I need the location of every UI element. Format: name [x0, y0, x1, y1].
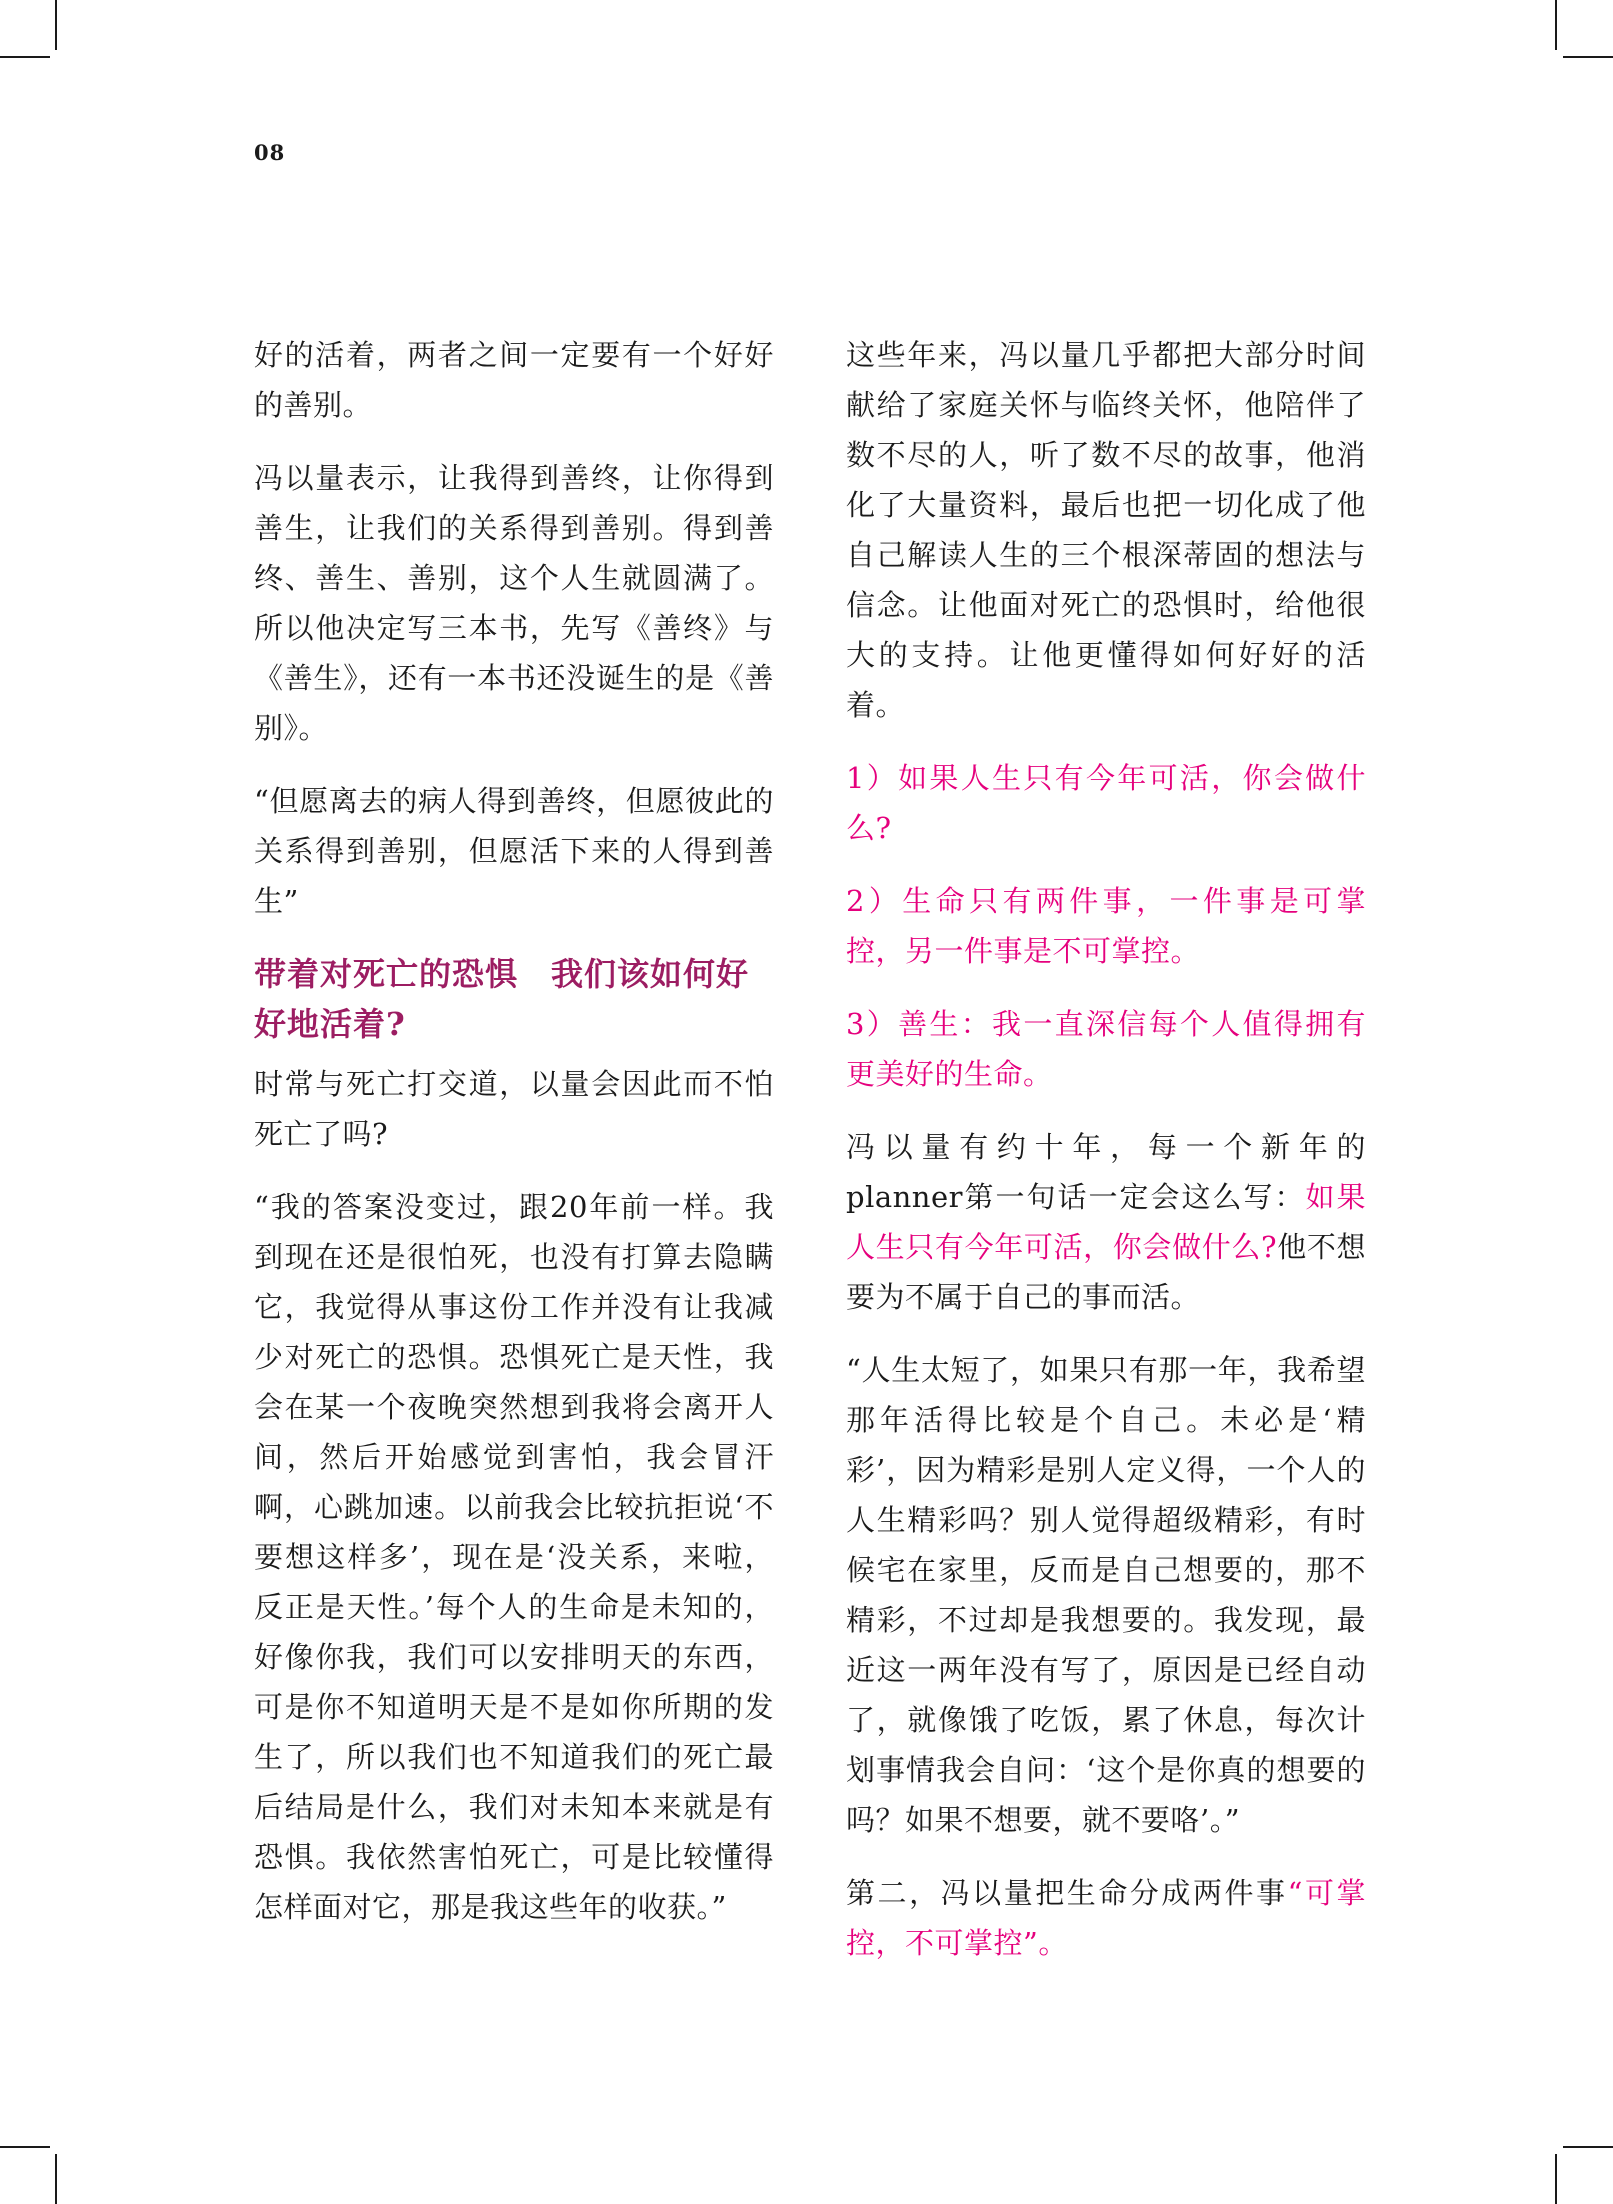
crop-mark-top-right-v [1555, 0, 1557, 50]
highlight-text: “可掌控，不可掌控”。 [846, 1876, 1366, 1960]
quote-paragraph: “我的答案没变过，跟20年前一样。我到现在还是很怕死，也没有打算去隐瞒它，我觉得从事这份工作并没有让我减少对死亡的恐惧。恐惧死亡是天性，我会在某一个夜晚突然想到我将会离开人间，然后开始感觉到害怕，我会冒汗啊，心跳加速。以前我会比较抗拒说‘不要想这样多’，现在是‘没关系，来啦，反正是天性。’每个人的生命是未知的，好像你我，我们可以安排明天的东西，可是你不知道明天是不是如你所期的发生了，所以我们也不知道我们的死亡最后结局是什么，我们对未知本来就是有恐惧。我依然害怕死亡，可是比较懂得怎样面对它，那是我这些年的收获。” [254, 1190, 774, 1924]
paragraph: 冯以量表示，让我得到善终，让你得到善生，让我们的关系得到善别。得到善终、善生、善别，这个人生就圆满了。所以他决定写三本书，先写《善终》与《善生》，还有一本书还没诞生的是《善别》。 [254, 461, 774, 745]
quote-paragraph: “人生太短了，如果只有那一年，我希望那年活得比较是个自己。未必是‘精彩’，因为精彩是别人定义得，一个人的人生精彩吗？别人觉得超级精彩，有时候宅在家里，反而是自己想要的，那不精彩，不过却是我想要的。我发现，最近这一两年没有写了，原因是已经自动了，就像饿了吃饭，累了休息，每次计划事情我会自问：‘这个是你真的想要的吗？如果不想要，就不要咯’。” [846, 1353, 1366, 1837]
left-column [254, 330, 774, 1955]
crop-mark-bottom-left-v [55, 2154, 57, 2204]
paragraph [846, 1122, 1366, 1322]
crop-mark-top-left-v [55, 0, 57, 50]
belief-item-1: 1）如果人生只有今年可活，你会做什么? [846, 761, 1366, 845]
quote-paragraph: “但愿离去的病人得到善终，但愿彼此的关系得到善别，但愿活下来的人得到善生” [254, 784, 774, 918]
crop-mark-bottom-right-v [1555, 2154, 1557, 2204]
crop-mark-bottom-right-h [1563, 2146, 1613, 2148]
text-run: 他不想要为不属于自己的事而活。 [846, 1230, 1366, 1314]
crop-mark-top-left-h [0, 56, 50, 58]
paragraph: 这些年来，冯以量几乎都把大部分时间献给了家庭关怀与临终关怀，他陪伴了数不尽的人，听了数不尽的故事，他消化了大量资料，最后也把一切化成了他自己解读人生的三个根深蒂固的想法与信念。让他面对死亡的恐惧时，给他很大的支持。让他更懂得如何好好的活着。 [846, 338, 1366, 722]
belief-item-2: 2）生命只有两件事，一件事是可掌控，另一件事是不可掌控。 [846, 884, 1366, 968]
paragraph [846, 1868, 1366, 1968]
belief-item-3: 3）善生：我一直深信每个人值得拥有更美好的生命。 [846, 1007, 1366, 1091]
crop-mark-top-right-h [1563, 56, 1613, 58]
section-heading: 带着对死亡的恐惧 我们该如何好好地活着? [254, 955, 750, 1043]
crop-mark-bottom-left-h [0, 2146, 50, 2148]
right-column [846, 330, 1366, 1991]
page-number: 08 [254, 140, 286, 165]
highlight-text: 如果人生只有今年可活，你会做什么? [846, 1180, 1366, 1264]
paragraph: 时常与死亡打交道，以量会因此而不怕死亡了吗? [254, 1067, 774, 1151]
text-run: 第二，冯以量把生命分成两件事 [846, 1876, 1288, 1910]
text-run: 冯以量有约十年，每一个新年的planner第一句话一定会这么写： [846, 1130, 1366, 1214]
paragraph: 好的活着，两者之间一定要有一个好好的善别。 [254, 338, 774, 422]
